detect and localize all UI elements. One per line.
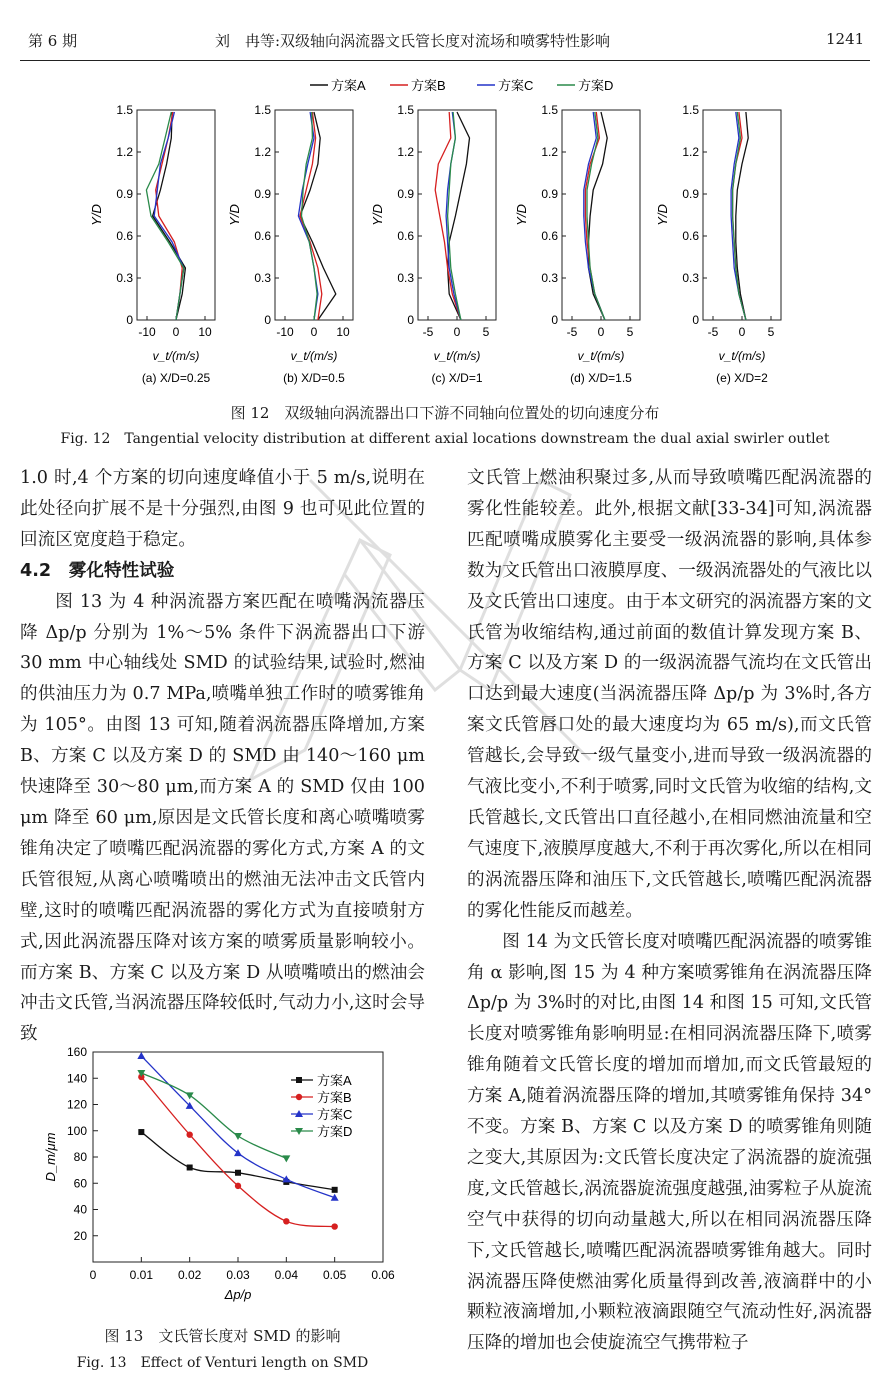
fig12-ytick-label: 0.9: [254, 187, 271, 201]
fig12-ylabel: Y/D: [370, 204, 385, 226]
fig13-xtick-label: 0.01: [129, 1268, 154, 1282]
left-paragraph-2: 图 13 为 4 种涡流器方案匹配在喷嘴涡流器压降 Δp/p 分别为 1%～5% 条件下涡流器出口下游 30 mm 中心轴线处 SMD 的试验结果,试验时,燃油的供油压力为 0.7 MPa,喷嘴单独工作时的喷雾锥角为 105°。由图 13 可知,随着涡流器压降增加,方案 B、方案 C 以及方案 D 的 SMD 由 140～160 μm 快速降至 30～80 μm,而方案 A 的 SMD 仅由 100 μm 降至 60 μm,原因是文氏管长度和离心喷嘴喷雾锥角决定了喷嘴匹配涡流器的雾化方式,方案 A 的文氏管很短,从离心喷嘴喷出的燃油无法冲击文氏管内壁,这时的喷嘴匹配涡流器的雾化方式为直接喷射方式,因此涡流器压降对该方案的喷雾质量影响较小。而方案 B、方案 C 以及方案 D 从喷嘴喷出的燃油会冲击文氏管,当涡流器压降较低时,气动力小,这时会导致: [20, 591, 425, 1045]
fig12-xtick-label: 5: [767, 325, 775, 339]
fig12-xtick-label: 0: [310, 325, 318, 339]
data-point: [138, 1129, 144, 1135]
fig12-ylabel: Y/D: [89, 204, 104, 226]
fig13-ytick-label: 60: [73, 1176, 87, 1191]
figure-12: [85, 68, 805, 398]
fig12-profile-curve: [448, 112, 461, 320]
fig12-xtick-label: 0: [597, 325, 605, 339]
fig12-ytick-label: 0.6: [541, 229, 558, 243]
fig12-xtick-label: 10: [336, 325, 350, 339]
fig13-caption-cn: 图 13 文氏管长度对 SMD 的影响: [104, 1327, 341, 1345]
fig12-ylabel: Y/D: [514, 204, 529, 226]
data-point: [296, 1077, 302, 1083]
fig12-xtick-label: 5: [626, 325, 634, 339]
fig12-ytick-label: 0: [551, 313, 558, 327]
fig12-ytick-label: 1.2: [254, 145, 271, 159]
fig12-xtick-label: -10: [276, 325, 294, 339]
left-column: [20, 463, 425, 1050]
fig12-ytick-label: 0.6: [397, 229, 414, 243]
fig12-ytick-label: 0: [264, 313, 271, 327]
fig12-xtick-label: 0: [738, 325, 746, 339]
series-line: [141, 1056, 334, 1198]
data-point: [282, 1155, 290, 1162]
fig12-panel-frame: [418, 110, 496, 320]
fig12-xtick-label: -10: [138, 325, 156, 339]
fig13-ytick-label: 100: [66, 1123, 87, 1138]
fig12-ylabel: Y/D: [227, 204, 242, 226]
fig12-xtick-label: -5: [707, 325, 719, 339]
fig12-ytick-label: 1.5: [254, 103, 271, 117]
fig12-ytick-label: 0.3: [397, 271, 414, 285]
fig12-xtick-label: 5: [482, 325, 490, 339]
fig12-profile-curve: [156, 112, 183, 320]
fig13-ytick-label: 160: [66, 1045, 87, 1059]
section-heading-4-2: 4.2 雾化特性试验: [20, 560, 175, 581]
fig12-legend-label: 方案C: [498, 78, 534, 93]
data-point: [137, 1052, 145, 1059]
fig12-panel-label: (e) X/D=2: [716, 371, 768, 385]
fig12-ytick-label: 1.5: [541, 103, 558, 117]
data-point: [296, 1094, 302, 1100]
fig13-ytick-label: 120: [66, 1097, 87, 1112]
fig12-xtick-label: -5: [422, 325, 434, 339]
fig12-ytick-label: 0: [126, 313, 133, 327]
fig12-ytick-label: 0.6: [116, 229, 133, 243]
fig12-panel-frame: [137, 110, 215, 320]
fig13-xtick-label: 0.05: [322, 1268, 347, 1282]
data-point: [331, 1223, 337, 1229]
fig13-ytick-label: 140: [66, 1071, 87, 1086]
fig12-ytick-label: 0.3: [254, 271, 271, 285]
data-point: [187, 1165, 193, 1171]
fig13-ytick-label: 20: [73, 1228, 87, 1243]
fig12-ytick-label: 0.3: [682, 271, 699, 285]
fig13-ylabel: D_m/μm: [43, 1132, 58, 1182]
data-point: [282, 1175, 290, 1182]
fig12-panel-frame: [275, 110, 353, 320]
fig12-panel-frame: [562, 110, 640, 320]
fig12-legend-label: 方案B: [411, 78, 446, 93]
fig12-panel-frame: [703, 110, 781, 320]
fig12-ytick-label: 0.6: [682, 229, 699, 243]
fig12-ytick-label: 1.5: [116, 103, 133, 117]
fig12-xlabel: v_t/(m/s): [577, 349, 625, 363]
left-paragraph-1: 1.0 时,4 个方案的切向速度峰值小于 5 m/s,说明在此处径向扩展不是十分强烈,由图 9 也可见此位置的回流区宽度趋于稳定。: [20, 468, 425, 550]
series-line: [141, 1132, 334, 1190]
header-rule: [20, 60, 870, 61]
fig12-ytick-label: 0.9: [397, 187, 414, 201]
fig12-panel-label: (a) X/D=0.25: [141, 371, 211, 385]
fig12-xtick-label: 0: [172, 325, 180, 339]
fig12-ytick-label: 0: [692, 313, 699, 327]
data-point: [235, 1183, 241, 1189]
right-paragraph-2: 图 14 为文氏管长度对喷嘴匹配涡流器的喷雾锥角 α 影响,图 15 为 4 种方案喷雾锥角在涡流器压降 Δp/p 为 3%时的对比,由图 14 和图 15 可知,文氏管长度对喷雾锥角影响明显:在相同涡流器压降下,喷雾锥角随着文氏管长度的增加而增加,而文氏管最短的方案 A,随着涡流器压降的增加,其喷雾锥角保持 34°不变。方案 B、方案 C 以及方案 D 的喷雾锥角则随之变大,其原因为:文氏管长度决定了涡流器的旋流强度,文氏管越长,涡流器旋流强度越强,油雾粒子从旋流空气中获得的切向动量越大,所以在相同涡流器压降下,文氏管越长,喷嘴匹配涡流器喷雾锥角越大。同时涡流器压降使燃油雾化质量得到改善,液滴群中的小颗粒液滴增加,小颗粒液滴跟随空气流动性好,涡流器压降的增加也会使旋流空气携带粒子: [467, 931, 872, 1354]
data-point: [186, 1092, 194, 1099]
fig12-ytick-label: 0.3: [541, 271, 558, 285]
fig13-xtick-label: 0: [89, 1268, 97, 1282]
page-number: 1241: [826, 30, 865, 48]
fig13-xtick-label: 0.03: [226, 1268, 250, 1282]
fig12-legend-label: 方案D: [578, 78, 614, 93]
fig12-ytick-label: 0.3: [116, 271, 133, 285]
fig12-ytick-label: 1.2: [397, 145, 414, 159]
running-title: 刘 冉等:双级轴向涡流器文氏管长度对流场和喷雾特性影响: [215, 32, 611, 50]
issue-number: 第 6 期: [28, 32, 78, 50]
fig12-xlabel: v_t/(m/s): [718, 349, 766, 363]
fig13-xtick-label: 0.02: [177, 1268, 202, 1282]
right-paragraph-1: 文氏管上燃油积聚过多,从而导致喷嘴匹配涡流器的雾化性能较差。此外,根据文献[33-34]可知,涡流器匹配喷嘴成膜雾化主要受一级涡流器的影响,具体参数为文氏管出口液膜厚度、一级涡流器处的气液比以及文氏管出口速度。由于本文研究的涡流器方案的文氏管为收缩结构,通过前面的数值计算发现方案 B、方案 C 以及方案 D 的一级涡流器气流均在文氏管出口达到最大速度(当涡流器压降 Δp/p 为 3%时,各方案文氏管唇口处的最大速度均为 65 m/s),而文氏管管越长,会导致一级气量变小,进而导致一级涡流器的气液比变小,不利于喷雾,同时文氏管为收缩的结构,文氏管越长,文氏管出口直径越小,在相同燃油流量和空气速度下,液膜厚度越大,不利于再次雾化,所以在相同的涡流器压降和油压下,文氏管越长,喷嘴匹配涡流器的雾化性能反而越差。: [467, 468, 872, 921]
data-point: [235, 1170, 241, 1176]
fig12-profile-curve: [300, 112, 336, 320]
fig13-xlabel: Δp/p: [224, 1287, 252, 1302]
fig12-caption-cn: 图 12 双级轴向涡流器出口下游不同轴向位置处的切向速度分布: [230, 404, 660, 422]
data-point: [332, 1187, 338, 1193]
fig13-xtick-label: 0.04: [274, 1268, 299, 1282]
fig12-xtick-label: -5: [566, 325, 578, 339]
fig12-ytick-label: 0.9: [682, 187, 699, 201]
legend-label: 方案B: [317, 1090, 352, 1105]
fig13-ytick-label: 40: [73, 1202, 87, 1217]
series-line: [141, 1073, 286, 1158]
fig13-caption-en: Fig. 13 Effect of Venturi length on SMD: [76, 1355, 369, 1371]
figure-13-chart: [35, 1040, 400, 1318]
fig13-ytick-label: 80: [73, 1150, 87, 1164]
fig12-xtick-label: 0: [453, 325, 461, 339]
fig12-ytick-label: 1.2: [541, 145, 558, 159]
legend-label: 方案D: [317, 1124, 353, 1139]
legend-label: 方案C: [317, 1107, 353, 1122]
fig12-panel-label: (d) X/D=1.5: [570, 371, 632, 385]
data-point: [234, 1133, 242, 1140]
fig12-legend-label: 方案A: [331, 78, 366, 93]
fig12-ytick-label: 0.9: [116, 187, 133, 201]
fig12-ytick-label: 0.9: [541, 187, 558, 201]
fig12-ytick-label: 1.2: [116, 145, 133, 159]
fig12-xtick-label: 10: [198, 325, 212, 339]
right-column: [467, 463, 872, 1359]
fig12-caption-en: Fig. 12 Tangential velocity distribution at different axial locations downstream the dual axial swirler outlet: [60, 431, 830, 447]
fig12-ytick-label: 0: [407, 313, 414, 327]
fig12-xlabel: v_t/(m/s): [290, 349, 338, 363]
fig12-ytick-label: 1.5: [682, 103, 699, 117]
data-point: [283, 1218, 289, 1224]
fig13-xtick-label: 0.06: [371, 1268, 395, 1282]
data-point: [186, 1131, 192, 1137]
fig12-ylabel: Y/D: [655, 204, 670, 226]
fig12-xlabel: v_t/(m/s): [152, 349, 200, 363]
legend-label: 方案A: [317, 1073, 352, 1088]
fig12-xlabel: v_t/(m/s): [433, 349, 481, 363]
fig12-panel-label: (c) X/D=1: [431, 371, 483, 385]
fig12-ytick-label: 1.2: [682, 145, 699, 159]
fig12-ytick-label: 1.5: [397, 103, 414, 117]
fig12-ytick-label: 0.6: [254, 229, 271, 243]
fig12-panel-label: (b) X/D=0.5: [283, 371, 345, 385]
